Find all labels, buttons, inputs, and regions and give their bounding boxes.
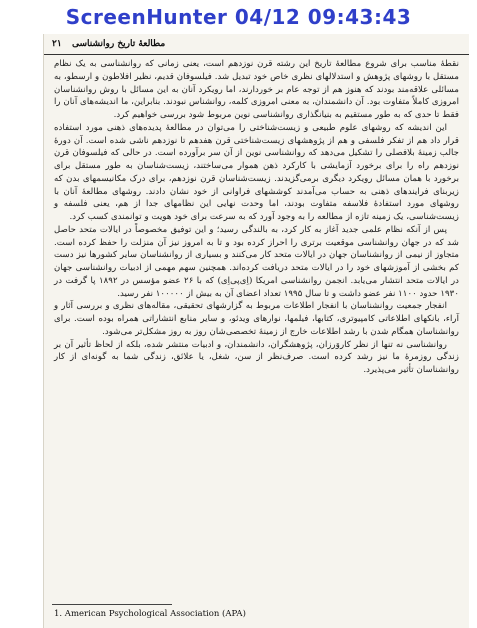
page-number: ۲۱ — [52, 39, 62, 49]
paragraph-methods: این اندیشه که روشهای علوم طبیعی و زیست‌شناختی را می‌توان در مطالعهٔ پدیده‌های ذهنی مورد استفاده قرار داد هم از تفکر فلسفی و هم از پژوهشهای زیست‌شناختی قرن هفدهم تا نوزدهم ناشی شده است. آن دورهٔ جالب زمینهٔ بلافصلی را تشکیل می‌دهد که روانشناسی نوین از آن سر برآورده است. در حالی که فیلسوفان قرن نوزدهم راه را برای برخورد آزمایشی با کارکرد ذهن هموار می‌ساختند، زیست‌شناسان به طور مستقل برای برخورد با همان مسائل رویکرد دیگری برمی‌گزیدند. زیست‌شناسان قرن نوزدهم، برای درک مکانیسمهای بدن که زیربنای فرایندهای ذهنی به حساب می‌آمدند کوششهای فراوانی از خود نشان دادند. روشهای مطالعهٔ آنان با روشهای مورد استفادهٔ فلاسفه متفاوت بودند، اما وحدت نهایی این نظامهای جدا از هم، یعنی فلسفه و زیست‌شناسی، یک زمینه تازه از مطالعه را به وجود آورد که به سرعت برای خود هویت و توانمندی کسب کرد. — [54, 122, 459, 222]
paragraph-information: انفجار جمعیت روانشناسان با انفجار اطلاعات مربوط به گزارشهای تحقیقی، مقاله‌های نظری و بررسی آثار و آراء، بانکهای اطلاعاتی کامپیوتری، کتابها، فیلمها، نوارهای ویدئو، و سایر منابع انتشاراتی همراه بوده است. برای روانشناسان همگام شدن با رشد اطلاعات خارج از زمینهٔ تخصصی‌شان روز به روز مشکل‌تر می‌شود. — [54, 301, 459, 337]
running-title: مطالعهٔ تاریخ روانشناسی — [72, 39, 166, 49]
body-text — [54, 58, 459, 377]
paragraph-growth: پس از آنکه نظام علمی جدید آغاز به کار کرد، به بالندگی رسید؛ و این توفیق مخصوصاً در ایالات متحد حاصل شد که در جهان روانشناسی موقعیت برتری را احراز کرده بود و تا به امروز نیز آن منزلت را حفظ کرده است. متجاوز از نیمی از روانشناسان جهان در ایالات متحد کار می‌کنند و بسیاری از روانشناسان سایر کشورها نیز دست کم بخشی از آموزشهای خود را در ایالات متحد دریافت کرده‌اند. همچنین سهم مهمی از ادبیات روانشناسی جهان در ایالات متحد انتشار می‌یابد. انجمن روانشناسی امریکا (اِی‌پی‌اِی) که با ۲۶ عضو مؤسس در ۱۸۹۲ پا گرفت در ۱۹۳۰ حدود ۱۱۰۰ نفر عضو داشت و تا سال ۱۹۹۵ تعداد اعضای آن به بیش از ۱۰۰۰۰۰ نفر رسید. — [54, 224, 460, 299]
footnote-divider — [52, 604, 172, 605]
screenhunter-watermark: ScreenHunter 04/12 09:43:43 — [65, 5, 412, 29]
book-page — [44, 34, 469, 628]
page-header — [44, 38, 469, 55]
paragraph-influence: روانشناسی نه تنها از نظر کاروَرزان، پژوهشگران، دانشمندان، و ادبیات منتشر شده، بلکه از لحاظ تأثیر آن بر زندگی روزمرهٔ ما نیز رشد کرده است. صرف‌نظر از سن، شغل، یا علائق، زندگی شما به گونه‌ای از کار روانشناسان تأثیر می‌پذیرد. — [54, 339, 459, 375]
footnote: 1. American Psychological Association (APA) — [54, 609, 246, 619]
paragraph-intro: نقطهٔ مناسب برای شروع مطالعهٔ تاریخ این رشته قرن نوزدهم است، یعنی زمانی که روانشناسی به یک نظام مستقل با روشهای پژوهش و استدلالهای نظری خاص خود تبدیل شد. فیلسوفان قدیم، نظیر افلاطون و ارسطو، به مسائلی علاقه‌مند بودند که هنوز هم از توجه عام بر خوردارند، اما رویکرد آنان به این مسائل با روش روانشناسان امروزی کاملاً متفاوت بود. آن دانشمندان، به معنی امروزی کلمه، روانشناس نبودند. بنابراین، ما اندیشه‌های آنان را فقط تا حدی که به طور مستقیم به بنیانگذاری روانشناسی نوین مربوط شود بررسی خواهیم کرد. — [54, 59, 459, 120]
